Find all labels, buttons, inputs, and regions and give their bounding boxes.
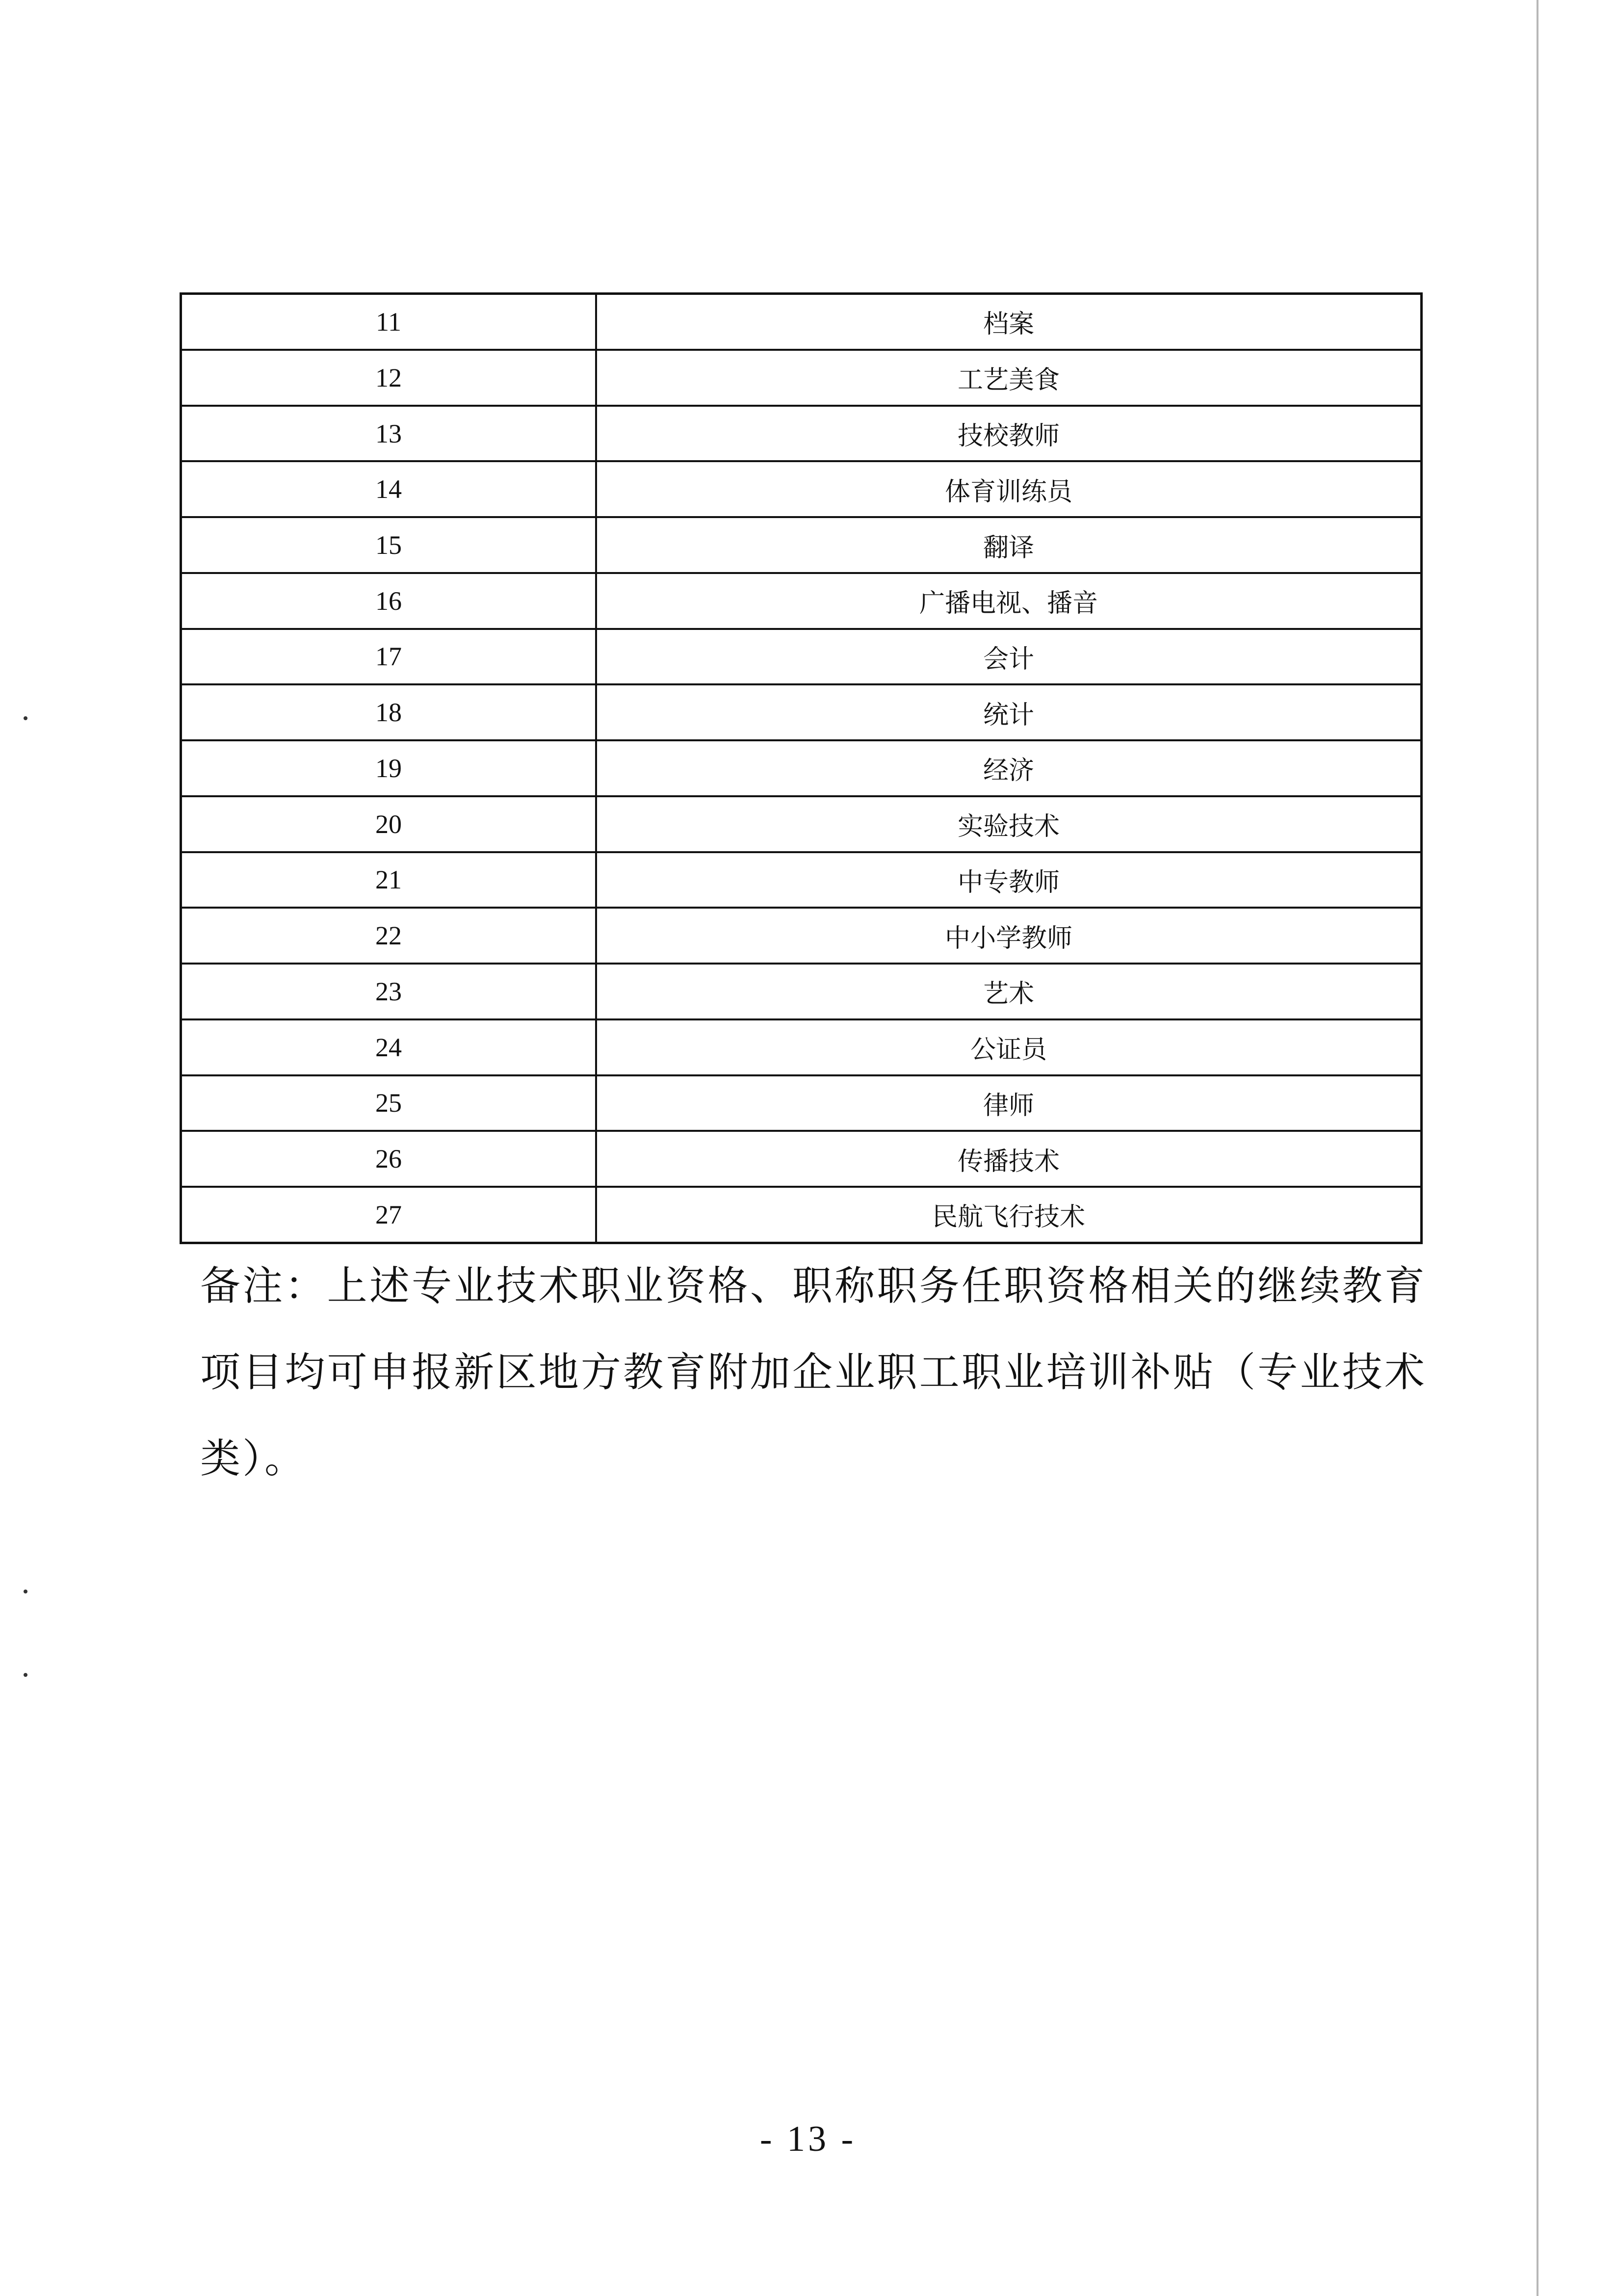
row-number-cell: 21	[181, 852, 597, 908]
table-row	[181, 852, 1422, 908]
row-number-cell: 20	[181, 796, 597, 852]
row-number-cell: 17	[181, 629, 597, 685]
qualification-name-cell: 中小学教师	[596, 908, 1422, 964]
qualification-name-cell: 律师	[596, 1075, 1422, 1131]
qualification-table-grid	[180, 292, 1423, 1244]
row-number-cell: 25	[181, 1075, 597, 1131]
table-row	[181, 461, 1422, 517]
margin-dot	[24, 1673, 27, 1677]
margin-dot	[24, 1590, 27, 1593]
table-row	[181, 629, 1422, 685]
row-number-cell: 19	[181, 740, 597, 796]
qualification-name-cell: 技校教师	[596, 406, 1422, 462]
row-number-cell: 16	[181, 573, 597, 629]
row-number-cell: 18	[181, 684, 597, 740]
row-number-cell: 24	[181, 1019, 597, 1075]
note-paragraph: 备注：上述专业技术职业资格、职称职务任职资格相关的继续教育项目均可申报新区地方教育附加企业职工职业培训补贴（专业技术类）。	[200, 1263, 1427, 1482]
row-number-cell: 11	[181, 294, 597, 350]
qualification-name-cell: 公证员	[596, 1019, 1422, 1075]
table-body	[181, 294, 1422, 1243]
qualification-name-cell: 翻译	[596, 517, 1422, 573]
page-number: - 13 -	[759, 2119, 857, 2159]
row-number-cell: 13	[181, 406, 597, 462]
table-row	[181, 406, 1422, 462]
qualification-table	[180, 292, 1423, 1244]
table-row	[181, 1075, 1422, 1131]
qualification-name-cell: 中专教师	[596, 852, 1422, 908]
qualification-name-cell: 经济	[596, 740, 1422, 796]
table-row	[181, 796, 1422, 852]
table-row	[181, 740, 1422, 796]
row-number-cell: 14	[181, 461, 597, 517]
qualification-name-cell: 工艺美食	[596, 350, 1422, 406]
qualification-name-cell: 统计	[596, 684, 1422, 740]
row-number-cell: 26	[181, 1131, 597, 1187]
row-number-cell: 22	[181, 908, 597, 964]
qualification-name-cell: 会计	[596, 629, 1422, 685]
row-number-cell: 15	[181, 517, 597, 573]
table-row	[181, 1019, 1422, 1075]
qualification-name-cell: 民航飞行技术	[596, 1187, 1422, 1243]
table-row	[181, 964, 1422, 1019]
row-number-cell: 23	[181, 964, 597, 1019]
table-row	[181, 573, 1422, 629]
page-edge-line	[1537, 0, 1538, 2296]
row-number-cell: 27	[181, 1187, 597, 1243]
table-row	[181, 1131, 1422, 1187]
table-row	[181, 684, 1422, 740]
qualification-name-cell: 实验技术	[596, 796, 1422, 852]
qualification-name-cell: 艺术	[596, 964, 1422, 1019]
qualification-name-cell: 体育训练员	[596, 461, 1422, 517]
row-number-cell: 12	[181, 350, 597, 406]
qualification-name-cell: 传播技术	[596, 1131, 1422, 1187]
table-row	[181, 1187, 1422, 1243]
qualification-name-cell: 广播电视、播音	[596, 573, 1422, 629]
table-row	[181, 517, 1422, 573]
table-row	[181, 350, 1422, 406]
margin-dot	[24, 716, 27, 720]
table-row	[181, 908, 1422, 964]
qualification-name-cell: 档案	[596, 294, 1422, 350]
table-row	[181, 294, 1422, 350]
